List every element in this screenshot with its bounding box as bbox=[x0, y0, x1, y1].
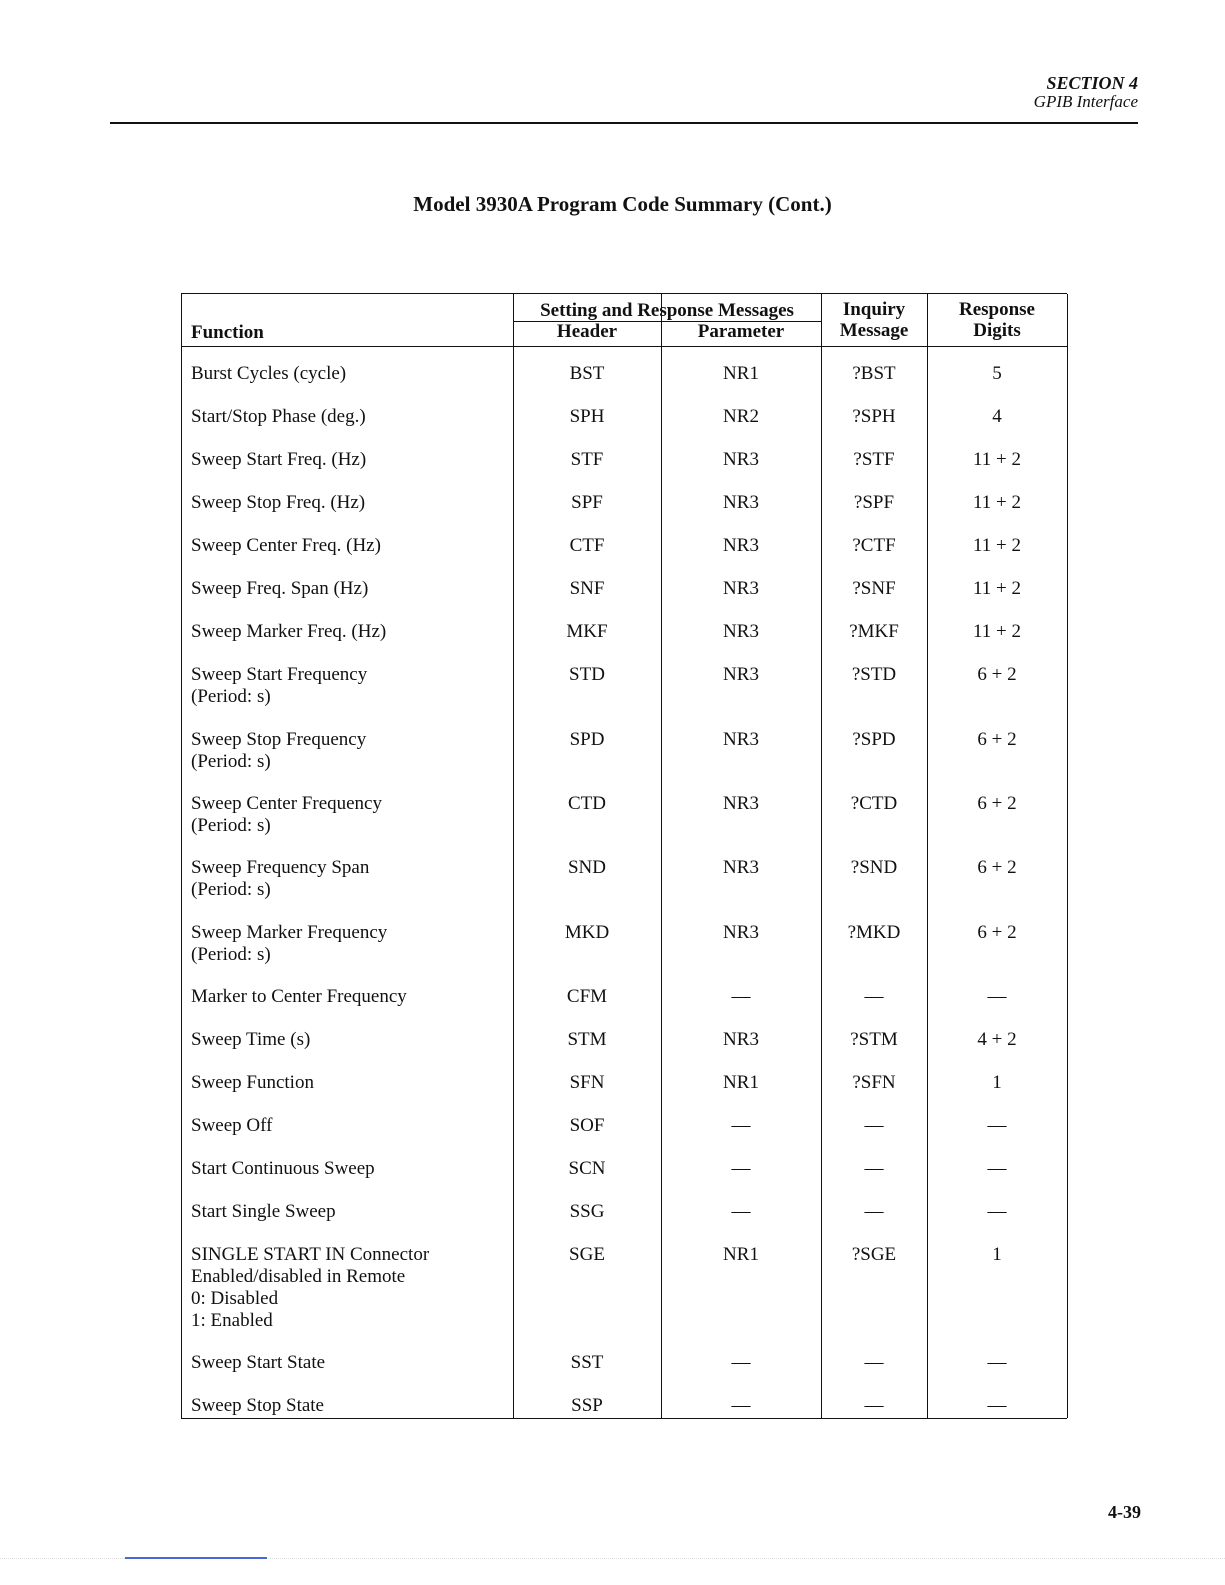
cell-function: Sweep Start State bbox=[191, 1352, 326, 1373]
cell-header: SPD bbox=[569, 729, 605, 750]
cell-header: STM bbox=[567, 1029, 607, 1050]
cell-inquiry: — bbox=[864, 986, 884, 1007]
cell-digits: — bbox=[987, 1158, 1007, 1179]
cell-function: SINGLE START IN Connector Enabled/disabled in Remote 0: Disabled 1: Enabled bbox=[191, 1244, 430, 1331]
cell-function: Marker to Center Frequency bbox=[191, 986, 407, 1007]
cell-inquiry: ?MKD bbox=[847, 922, 901, 943]
cell-function: Sweep Time (s) bbox=[191, 1029, 311, 1050]
table-border-right bbox=[1067, 294, 1068, 1418]
cell-inquiry: ?SPF bbox=[853, 492, 895, 513]
viewer-scroll-indicator bbox=[125, 1557, 267, 1559]
header-rule bbox=[110, 122, 1138, 124]
cell-header: STD bbox=[569, 664, 605, 685]
col-header-response-line1: Response bbox=[958, 299, 1035, 320]
cell-header: SGE bbox=[569, 1244, 605, 1265]
cell-header: SOF bbox=[569, 1115, 605, 1136]
cell-parameter: NR3 bbox=[723, 922, 759, 943]
cell-inquiry: ?SND bbox=[850, 857, 898, 878]
cell-header: CTF bbox=[569, 535, 605, 556]
col-header-response bbox=[927, 299, 1067, 341]
cell-function: Sweep Stop Frequency (Period: s) bbox=[191, 729, 367, 772]
cell-header: SPF bbox=[571, 492, 603, 513]
cell-inquiry: ?SPD bbox=[852, 729, 896, 750]
cell-inquiry: ?CTF bbox=[852, 535, 896, 556]
cell-parameter: — bbox=[731, 1158, 751, 1179]
cell-header: MKD bbox=[564, 922, 610, 943]
cell-parameter: NR3 bbox=[723, 621, 759, 642]
cell-header: SPH bbox=[569, 406, 605, 427]
cell-inquiry: ?STD bbox=[851, 664, 897, 685]
page-number: 4-39 bbox=[1108, 1502, 1141, 1522]
program-code-table bbox=[181, 293, 1067, 1419]
cell-digits: 4 + 2 bbox=[977, 1029, 1017, 1050]
cell-digits: — bbox=[987, 1352, 1007, 1373]
cell-header: SCN bbox=[568, 1158, 606, 1179]
cell-parameter: NR1 bbox=[723, 1072, 759, 1093]
cell-function: Sweep Center Freq. (Hz) bbox=[191, 535, 381, 556]
cell-inquiry: ?SNF bbox=[852, 578, 896, 599]
cell-digits: 6 + 2 bbox=[977, 793, 1017, 814]
cell-parameter: NR3 bbox=[723, 664, 759, 685]
cell-header: SSG bbox=[569, 1201, 605, 1222]
col-header-inquiry-line1: Inquiry bbox=[842, 299, 906, 320]
cell-function: Sweep Function bbox=[191, 1072, 314, 1093]
cell-digits: 11 + 2 bbox=[972, 449, 1021, 470]
cell-function: Burst Cycles (cycle) bbox=[191, 363, 347, 384]
cell-header: STF bbox=[570, 449, 604, 470]
col-header-inquiry bbox=[821, 299, 927, 341]
table-border-left bbox=[181, 294, 182, 1418]
cell-header: CTD bbox=[568, 793, 606, 814]
cell-inquiry: ?STF bbox=[853, 449, 895, 470]
cell-inquiry: ?BST bbox=[852, 363, 896, 384]
section-header bbox=[1034, 74, 1138, 110]
page-title: Model 3930A Program Code Summary (Cont.) bbox=[413, 192, 832, 216]
cell-digits: — bbox=[987, 1395, 1007, 1416]
cell-digits: 6 + 2 bbox=[977, 857, 1017, 878]
cell-parameter: NR3 bbox=[723, 578, 759, 599]
cell-function: Sweep Stop Freq. (Hz) bbox=[191, 492, 366, 513]
cell-digits: 6 + 2 bbox=[977, 922, 1017, 943]
cell-digits: — bbox=[987, 1201, 1007, 1222]
cell-header: SSP bbox=[571, 1395, 603, 1416]
cell-inquiry: ?SGE bbox=[851, 1244, 897, 1265]
cell-function: Sweep Center Frequency (Period: s) bbox=[191, 793, 382, 836]
cell-function: Sweep Marker Freq. (Hz) bbox=[191, 621, 387, 642]
cell-digits: 11 + 2 bbox=[972, 492, 1021, 513]
cell-header: MKF bbox=[566, 621, 608, 642]
cell-header: SST bbox=[570, 1352, 604, 1373]
cell-inquiry: — bbox=[864, 1352, 884, 1373]
cell-header: SNF bbox=[569, 578, 605, 599]
cell-inquiry: — bbox=[864, 1395, 884, 1416]
cell-function: Sweep Freq. Span (Hz) bbox=[191, 578, 369, 599]
cell-digits: 5 bbox=[992, 363, 1002, 384]
cell-inquiry: — bbox=[864, 1201, 884, 1222]
cell-inquiry: — bbox=[864, 1158, 884, 1179]
cell-digits: — bbox=[987, 1115, 1007, 1136]
cell-function: Sweep Start Frequency (Period: s) bbox=[191, 664, 368, 707]
col-header-response-line2: Digits bbox=[973, 320, 1021, 341]
cell-header: BST bbox=[569, 363, 605, 384]
cell-function: Sweep Marker Frequency (Period: s) bbox=[191, 922, 388, 965]
cell-parameter: NR1 bbox=[723, 363, 759, 384]
section-label: SECTION 4 bbox=[1046, 73, 1138, 93]
cell-parameter: — bbox=[731, 986, 751, 1007]
cell-inquiry: — bbox=[864, 1115, 884, 1136]
col-header-inquiry-line2: Message bbox=[839, 320, 909, 341]
cell-parameter: NR1 bbox=[723, 1244, 759, 1265]
cell-digits: 6 + 2 bbox=[977, 729, 1017, 750]
cell-parameter: NR3 bbox=[723, 492, 759, 513]
cell-function: Sweep Frequency Span (Period: s) bbox=[191, 857, 370, 900]
col-header-function: Function bbox=[191, 322, 264, 343]
cell-parameter: NR3 bbox=[723, 535, 759, 556]
section-subtitle: GPIB Interface bbox=[1033, 92, 1138, 111]
cell-function: Start Single Sweep bbox=[191, 1201, 336, 1222]
cell-digits: — bbox=[987, 986, 1007, 1007]
cell-header: SFN bbox=[569, 1072, 605, 1093]
cell-inquiry: ?STM bbox=[850, 1029, 898, 1050]
cell-header: CFM bbox=[566, 986, 608, 1007]
cell-digits: 11 + 2 bbox=[972, 578, 1021, 599]
col-header-group: Setting and Response Messages bbox=[540, 300, 794, 321]
cell-digits: 11 + 2 bbox=[972, 621, 1021, 642]
col-header-parameter: Parameter bbox=[697, 321, 785, 342]
cell-inquiry: ?SFN bbox=[852, 1072, 896, 1093]
cell-digits: 4 bbox=[992, 406, 1002, 427]
cell-parameter: NR3 bbox=[723, 857, 759, 878]
cell-parameter: — bbox=[731, 1352, 751, 1373]
col-header-header: Header bbox=[556, 321, 618, 342]
cell-parameter: — bbox=[731, 1395, 751, 1416]
cell-parameter: NR3 bbox=[723, 449, 759, 470]
cell-function: Sweep Start Freq. (Hz) bbox=[191, 449, 367, 470]
cell-function: Start Continuous Sweep bbox=[191, 1158, 375, 1179]
cell-inquiry: ?SPH bbox=[852, 406, 896, 427]
cell-parameter: — bbox=[731, 1115, 751, 1136]
cell-parameter: NR3 bbox=[723, 793, 759, 814]
header-bottom-rule bbox=[181, 346, 1067, 347]
cell-digits: 1 bbox=[992, 1072, 1002, 1093]
cell-header: SND bbox=[567, 857, 606, 878]
cell-digits: 6 + 2 bbox=[977, 664, 1017, 685]
cell-parameter: NR3 bbox=[723, 729, 759, 750]
cell-parameter: — bbox=[731, 1201, 751, 1222]
cell-inquiry: ?CTD bbox=[850, 793, 898, 814]
cell-parameter: NR3 bbox=[723, 1029, 759, 1050]
cell-function: Sweep Off bbox=[191, 1115, 273, 1136]
cell-function: Sweep Stop State bbox=[191, 1395, 324, 1416]
cell-digits: 11 + 2 bbox=[972, 535, 1021, 556]
cell-inquiry: ?MKF bbox=[849, 621, 899, 642]
cell-parameter: NR2 bbox=[723, 406, 759, 427]
cell-digits: 1 bbox=[992, 1244, 1002, 1265]
cell-function: Start/Stop Phase (deg.) bbox=[191, 406, 366, 427]
